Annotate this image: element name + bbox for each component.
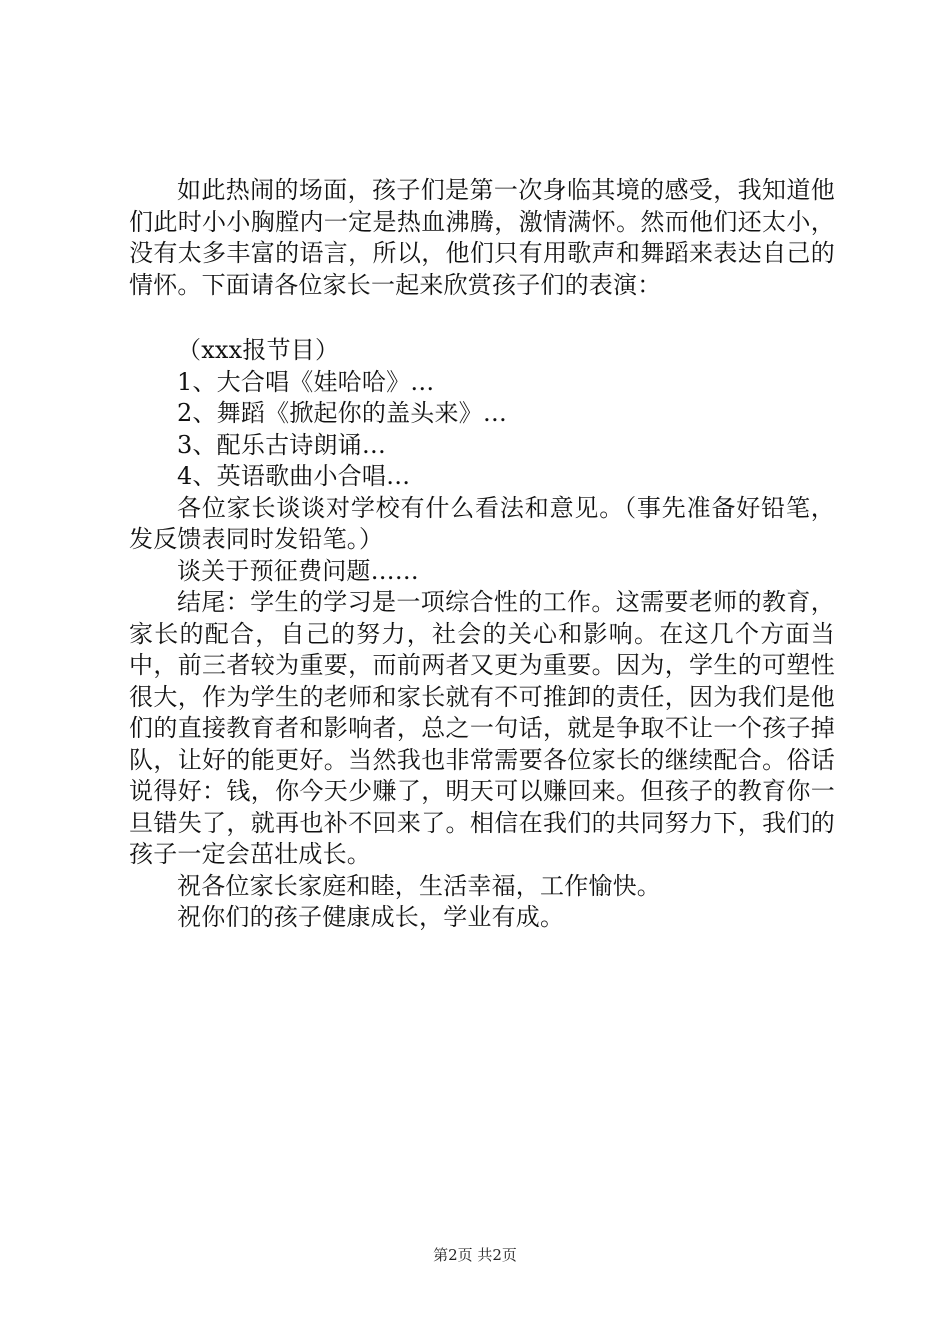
program-item-2: 2、舞蹈《掀起你的盖头来》… xyxy=(177,399,508,427)
paragraph-spacer xyxy=(129,301,835,335)
paragraph-program-announce: （xxx报节目） xyxy=(177,336,340,364)
paragraph-conclusion: 结尾：学生的学习是一项综合性的工作。这需要老师的教育，家长的配合，自己的努力，社会的关心和影响。在这几个方面当中，前三者较为重要，而前两者又更为重要。因为，学生的可塑性很大，作为学生的老师和家长就有不可推卸的责任，因为我们是他们的直接教育者和影响者，总之一句话，就是争取不让一个孩子掉队，让好的能更好。当然我也非常需要各位家长的继续配合。俗话说得好：钱，你今天少赚了，明天可以赚回来。但孩子的教育你一旦错失了，就再也补不回来了。相信在我们的共同努力下，我们的孩子一定会茁壮成长。 xyxy=(129,588,835,868)
document-body xyxy=(129,175,835,934)
program-item-1: 1、大合唱《娃哈哈》… xyxy=(177,367,435,396)
paragraph-wish-parents: 祝各位家长家庭和睦，生活幸福，工作愉快。 xyxy=(177,871,661,900)
paragraph-fee: 谈关于预征费问题…… xyxy=(177,556,419,585)
program-item-3: 3、配乐古诗朗诵… xyxy=(177,430,387,459)
program-item-4: 4、英语歌曲小合唱… xyxy=(177,462,411,490)
paragraph-intro: 如此热闹的场面，孩子们是第一次身临其境的感受，我知道他们此时小小胸膛内一定是热血沸腾，激情满怀。然而他们还太小，没有太多丰富的语言，所以，他们只有用歌声和舞蹈来表达自己的情怀。下面请各位家长一起来欣赏孩子们的表演： xyxy=(129,176,835,299)
page-number: 第2页 共2页 xyxy=(433,1246,517,1264)
paragraph-wish-children: 祝你们的孩子健康成长，学业有成。 xyxy=(177,903,565,931)
paragraph-feedback: 各位家长谈谈对学校有什么看法和意见。（事先准备好铅笔，发反馈表同时发铅笔。） xyxy=(129,493,835,553)
